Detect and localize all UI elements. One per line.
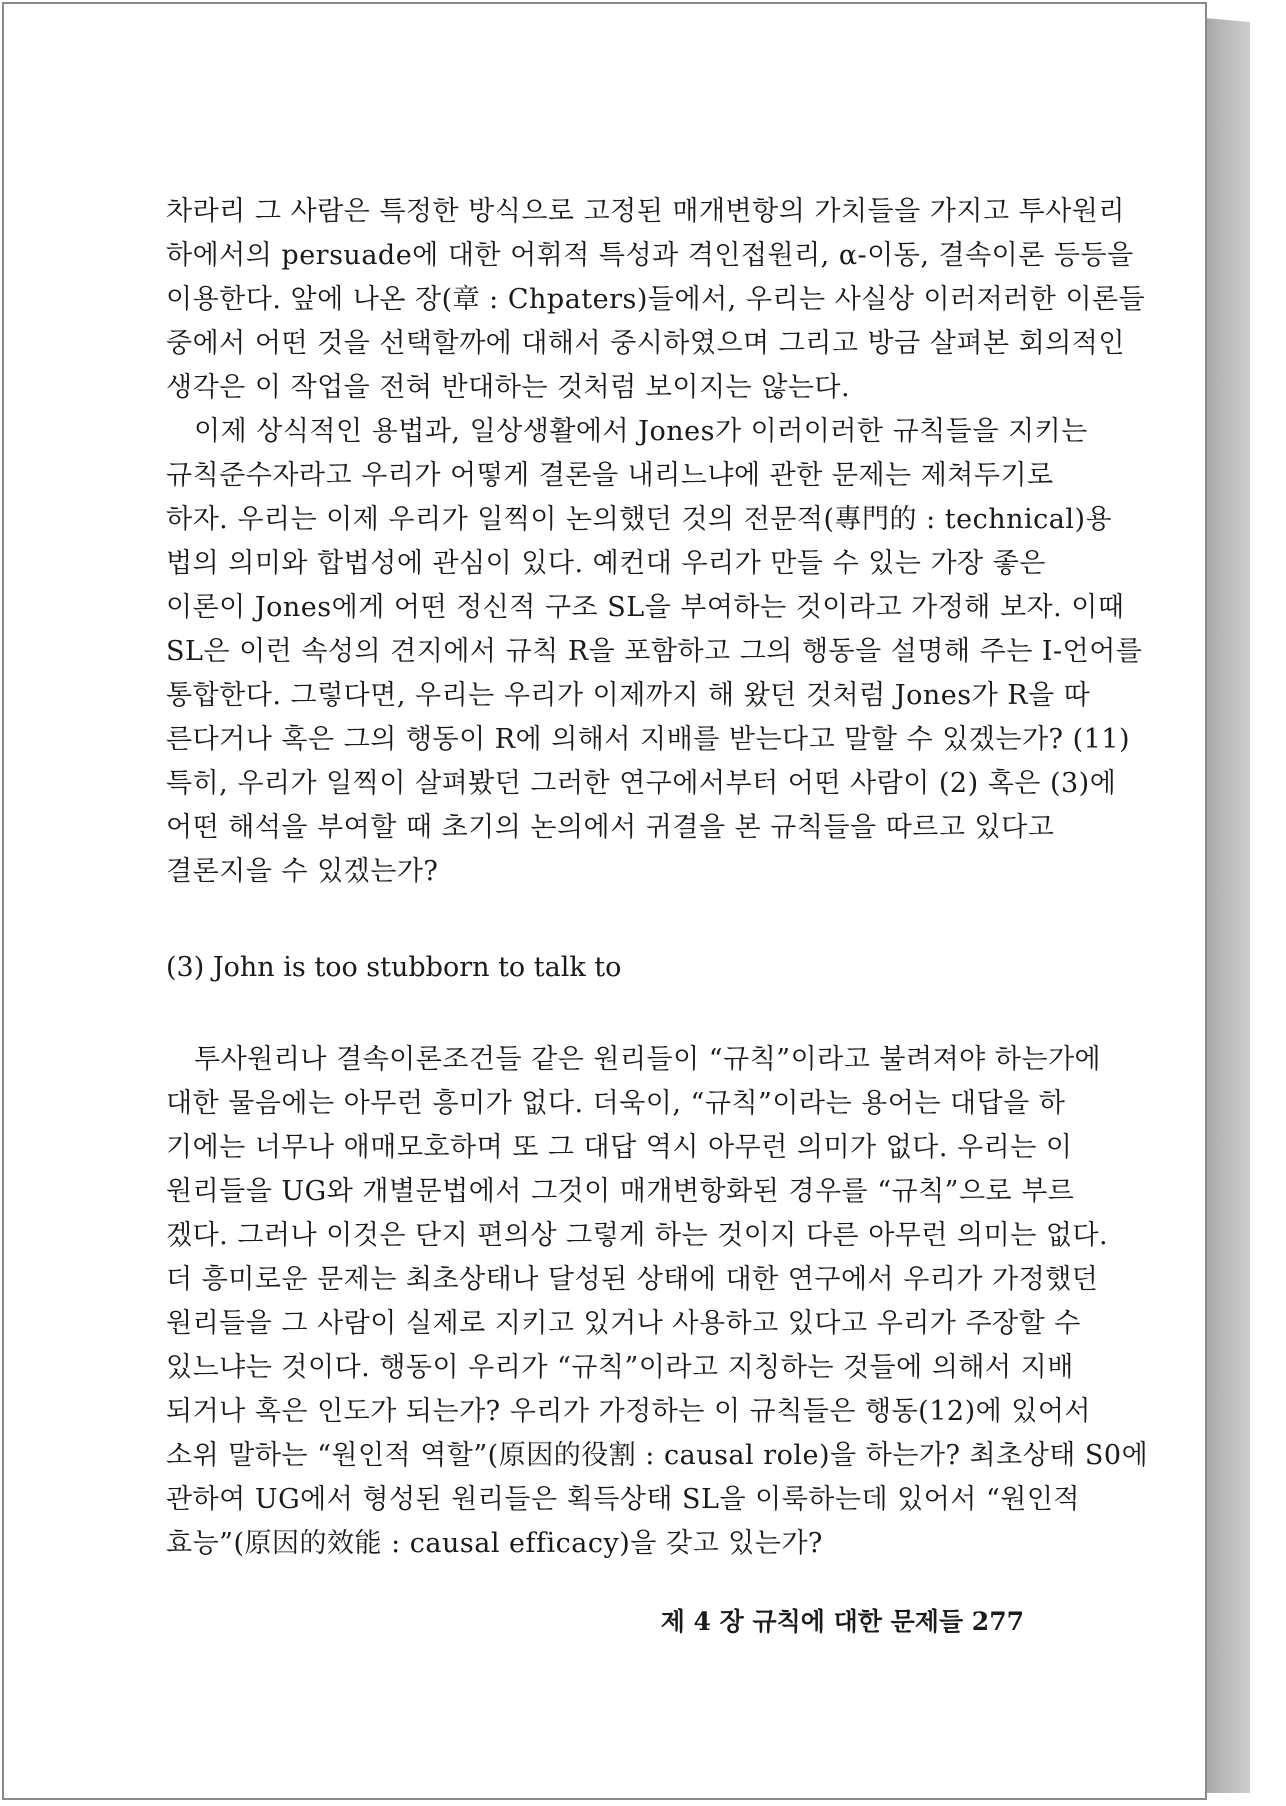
running-footer-page-number: 제 4 장 규칙에 대한 문제들 277	[660, 1607, 1024, 1636]
text-line: 이제 상식적인 용법과, 일상생활에서 Jones가 이러이러한 규칙들을 지키는	[194, 416, 1088, 447]
text-line: 관하여 UG에서 형성된 원리들은 획득상태 SL을 이룩하는데 있어서 “원인적	[166, 1484, 1081, 1515]
text-line: 원리들을 UG와 개별문법에서 그것이 매개변항화된 경우를 “규칙”으로 부르	[166, 1176, 1075, 1207]
page-edge-shadow	[1200, 18, 1250, 1793]
text-line: 차라리 그 사람은 특정한 방식으로 고정된 매개변항의 가치들을 가지고 투사원리	[166, 196, 1125, 227]
text-line: 하에서의 persuade에 대한 어휘적 특성과 격인접원리, α-이동, 결속이론 등등을	[166, 240, 1134, 271]
text-line: 특히, 우리가 일찍이 살펴봤던 그러한 연구에서부터 어떤 사람이 (2) 혹은 (3)에	[166, 768, 1117, 799]
text-block-1	[166, 190, 1146, 894]
text-line: 통합한다. 그렇다면, 우리는 우리가 이제까지 해 왔던 것처럼 Jones가 R을 따	[166, 680, 1091, 711]
text-line: 소위 말하는 “원인적 역할”(原因的役割 : causal role)을 하는가? 최초상태 S0에	[166, 1440, 1149, 1471]
text-line: 되거나 혹은 인도가 되는가? 우리가 가정하는 이 규칙들은 행동(12)에 있어서	[166, 1396, 1092, 1427]
text-line: 이용한다. 앞에 나온 장(章 : Chpaters)들에서, 우리는 사실상 이러저러한 이론들	[166, 284, 1146, 315]
text-line: 효능”(原因的效能 : causal efficacy)을 갖고 있는가?	[166, 1528, 823, 1559]
text-line: 중에서 어떤 것을 선택할까에 대해서 중시하였으며 그리고 방금 살펴본 회의적인	[166, 328, 1125, 359]
text-line: SL은 이런 속성의 견지에서 규칙 R을 포함하고 그의 행동을 설명해 주는 I-언어를	[166, 636, 1143, 667]
text-line: 결론지을 수 있겠는가?	[166, 856, 439, 887]
text-line: 법의 의미와 합법성에 관심이 있다. 예컨대 우리가 만들 수 있는 가장 좋은	[166, 548, 1046, 579]
text-line: 겠다. 그러나 이것은 단지 편의상 그렇게 하는 것이지 다른 아무런 의미는 없다.	[166, 1220, 1109, 1251]
text-line: 생각은 이 작업을 전혀 반대하는 것처럼 보이지는 않는다.	[166, 372, 851, 403]
text-line: 원리들을 그 사람이 실제로 지키고 있거나 사용하고 있다고 우리가 주장할 수	[166, 1308, 1081, 1339]
text-line: 규칙준수자라고 우리가 어떻게 결론을 내리느냐에 관한 문제는 제쳐두기로	[166, 460, 1054, 491]
text-line: 투사원리나 결속이론조건들 같은 원리들이 “규칙”이라고 불려져야 하는가에	[194, 1044, 1102, 1075]
text-line: 대한 물음에는 아무런 흥미가 없다. 더욱이, “규칙”이라는 용어는 대답을 하	[166, 1088, 1066, 1119]
text-line: 있느냐는 것이다. 행동이 우리가 “규칙”이라고 지칭하는 것들에 의해서 지배	[166, 1352, 1074, 1383]
text-line: 이론이 Jones에게 어떤 정신적 구조 SL을 부여하는 것이라고 가정해 보자. 이때	[166, 592, 1125, 623]
text-block-2	[166, 1038, 1149, 1566]
text-line: 어떤 해석을 부여할 때 초기의 논의에서 귀결을 본 규칙들을 따르고 있다고	[166, 812, 1055, 843]
example-sentence: (3) John is too stubborn to talk to	[166, 952, 622, 983]
book-page	[2, 2, 1207, 1800]
text-line: 하자. 우리는 이제 우리가 일찍이 논의했던 것의 전문적(專門的 : technical)용	[166, 504, 1113, 535]
text-line: 른다거나 혹은 그의 행동이 R에 의해서 지배를 받는다고 말할 수 있겠는가? (11)	[166, 724, 1131, 755]
text-line: 더 흥미로운 문제는 최초상태나 달성된 상태에 대한 연구에서 우리가 가정했던	[166, 1264, 1099, 1295]
text-line: 기에는 너무나 애매모호하며 또 그 대답 역시 아무런 의미가 없다. 우리는 이	[166, 1132, 1073, 1163]
